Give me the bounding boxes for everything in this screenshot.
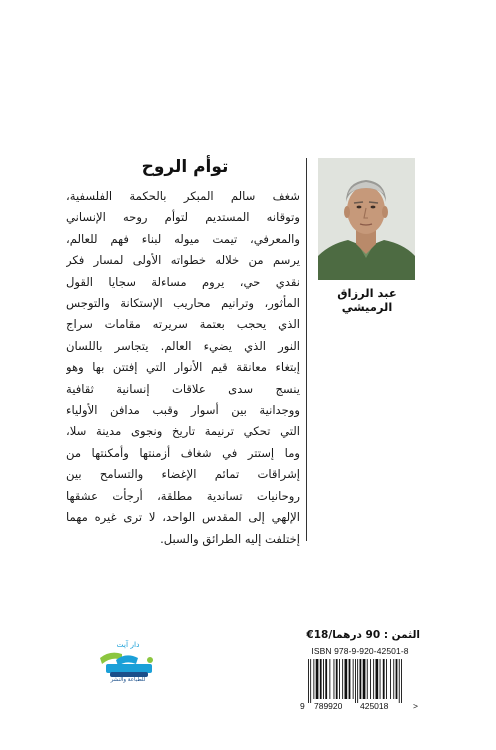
barcode-bar bbox=[383, 659, 385, 699]
barcode-bar bbox=[396, 659, 398, 699]
blurb-line: المأثور، وترانيم محاريب الإستكانة والتوجس bbox=[66, 296, 300, 311]
barcode-digit-lead: 9 bbox=[300, 701, 305, 711]
barcode-bar bbox=[360, 659, 362, 699]
blurb-text bbox=[66, 186, 300, 550]
barcode-bar bbox=[357, 659, 358, 703]
barcode-digit-right: 425018 bbox=[360, 701, 389, 711]
barcode-bar bbox=[329, 659, 330, 699]
barcode-bar bbox=[370, 659, 371, 699]
blurb-line: روحانيات تساندية مطلقة، أرجأت عشقها bbox=[66, 488, 300, 503]
barcode-bar bbox=[393, 659, 394, 699]
barcode-bar bbox=[349, 659, 351, 699]
barcode-bar bbox=[310, 659, 311, 703]
isbn-label: ISBN 978-9-920-42501-8 bbox=[311, 646, 409, 656]
barcode-bar bbox=[376, 659, 379, 699]
blurb-line: إشراقات تمائم الإغضاء والتسامح بين bbox=[66, 467, 300, 482]
barcode-bar bbox=[363, 659, 366, 699]
author-name: عبد الرزاق الرميشي bbox=[337, 286, 397, 314]
blurb-line: إختلفت إليه الطرائق والسبل. bbox=[160, 531, 300, 546]
barcode-bar bbox=[325, 659, 327, 699]
blurb-line: ينسج سدى علاقات إنسانية ثقافية bbox=[66, 381, 300, 396]
publisher-name: دار آيت bbox=[116, 640, 140, 649]
blurb-line: وما إستتر في شغاف أزمنتها وأمكنتها من bbox=[66, 445, 300, 460]
blurb-line: ووجدانية بين أسوار وقبب مدافن الأولياء bbox=[66, 403, 300, 418]
blurb-line: وتوقانه المستديم لتوأم روحه الإنساني bbox=[66, 210, 300, 225]
barcode-bar bbox=[316, 659, 319, 699]
barcode-bar bbox=[401, 659, 402, 703]
barcode-bar bbox=[313, 659, 314, 699]
author-photo bbox=[318, 158, 415, 280]
barcode-bar bbox=[320, 659, 322, 699]
barcode-bar bbox=[373, 659, 374, 699]
barcode-bar bbox=[386, 659, 387, 699]
publisher-tagline: للطباعة والنشر bbox=[110, 677, 146, 683]
blurb-line: شغف سالم المبكر بالحكمة الفلسفية، bbox=[66, 189, 300, 203]
barcode-bar bbox=[367, 659, 368, 699]
blurb-line: الإلهي إلى المقدس الواحد، لا ترى غيره مهما bbox=[66, 510, 300, 525]
barcode-bar bbox=[334, 659, 335, 699]
vertical-divider bbox=[306, 158, 307, 541]
barcode-bar bbox=[399, 659, 400, 703]
barcode-bar bbox=[380, 659, 381, 699]
barcode-bar bbox=[323, 659, 324, 699]
barcode-bar bbox=[355, 659, 356, 703]
blurb-line: إبتغاء معانقة قيم الأنوار التي إفتتن بها وهو bbox=[66, 360, 300, 375]
blurb-line: يرسم من خلاله خطواته الأولى لمسار فكر bbox=[66, 253, 300, 268]
barcode-bar bbox=[353, 659, 354, 699]
barcode-bar bbox=[339, 659, 340, 699]
barcode-bar bbox=[342, 659, 343, 699]
blurb-line: النور الذي يضيء العالم. يتجاسر باللسان bbox=[66, 338, 300, 353]
barcode-bar bbox=[308, 659, 309, 703]
blurb-line: التي تحكي ترنيمة تاريخ ونجوى مدينة سلا، bbox=[66, 424, 300, 439]
barcode-digits bbox=[300, 701, 420, 713]
price-label: الثمن : 90 درهما/18€ bbox=[306, 629, 420, 641]
barcode-bar bbox=[390, 659, 391, 699]
barcode-digit-quiet: > bbox=[413, 701, 418, 711]
book-title: توأم الروح bbox=[141, 157, 229, 177]
blurb-line: نقدي حي، يروم مساءلة سجايا القول bbox=[66, 274, 300, 289]
barcode-bar bbox=[345, 659, 348, 699]
barcode-digit-left: 789920 bbox=[314, 701, 343, 711]
blurb-line: والمعرفي، تيمت ميوله لبناء فهم للعالم، bbox=[66, 231, 300, 246]
blurb-line: الذي يحجب بعتمة سريرته مقامات سراج bbox=[66, 317, 300, 332]
barcode-bar bbox=[336, 659, 338, 699]
